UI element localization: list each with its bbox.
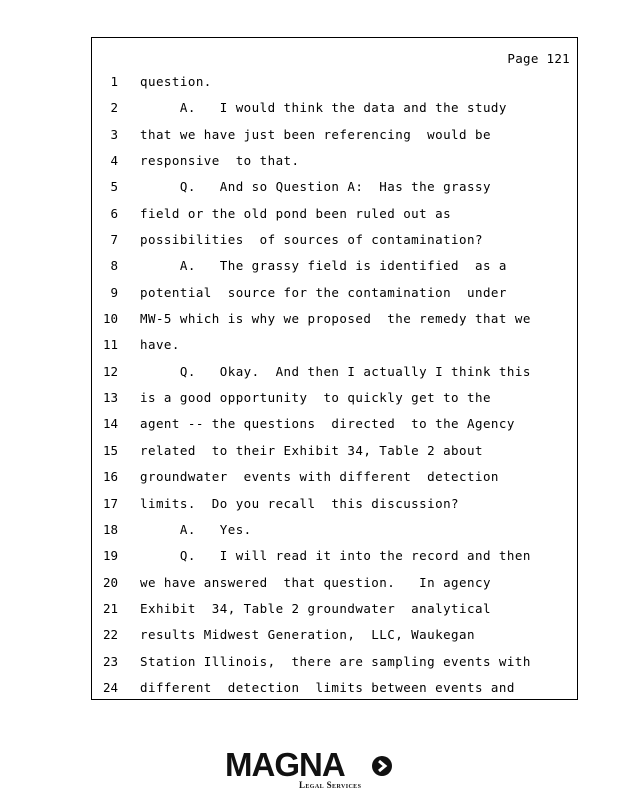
- line-text: Q. I will read it into the record and then: [140, 548, 531, 564]
- transcript-lines: [92, 72, 577, 704]
- line-text: limits. Do you recall this discussion?: [140, 495, 460, 511]
- transcript-line: [92, 599, 577, 625]
- logo-wordmark: MAGNA: [225, 746, 345, 783]
- transcript-line: [92, 388, 577, 414]
- line-text: we have answered that question. In agency: [140, 574, 491, 590]
- line-number: 3: [110, 126, 118, 142]
- line-number: 24: [102, 679, 118, 695]
- line-number: 22: [102, 627, 118, 643]
- line-number: 17: [102, 495, 118, 511]
- line-text: have.: [140, 337, 180, 353]
- transcript-line: [92, 230, 577, 256]
- line-number: 9: [110, 284, 118, 300]
- line-number: 15: [102, 442, 118, 458]
- line-text: MW-5 which is why we proposed the remedy that we: [140, 311, 531, 327]
- line-text: different detection limits between events and: [140, 679, 515, 695]
- page-number: Page 121: [507, 51, 570, 66]
- line-text: possibilities of sources of contamination?: [140, 232, 483, 248]
- line-number: 5: [110, 179, 118, 195]
- transcript-line: [92, 98, 577, 124]
- line-text: potential source for the contamination under: [140, 284, 507, 300]
- transcript-line: [92, 335, 577, 361]
- transcript-line: [92, 441, 577, 467]
- line-text: that we have just been referencing would be: [140, 126, 491, 142]
- line-number: 21: [102, 600, 118, 616]
- transcript-page: [91, 37, 578, 700]
- line-number: 11: [102, 337, 118, 353]
- line-text: related to their Exhibit 34, Table 2 about: [140, 442, 483, 458]
- line-text: results Midwest Generation, LLC, Waukegan: [140, 627, 475, 643]
- line-number: 19: [102, 548, 118, 564]
- transcript-line: [92, 494, 577, 520]
- transcript-line: [92, 151, 577, 177]
- line-number: 20: [102, 574, 118, 590]
- line-number: 18: [102, 521, 118, 537]
- line-number: 13: [102, 390, 118, 406]
- transcript-line: [92, 625, 577, 651]
- line-number: 23: [102, 653, 118, 669]
- arrow-circle-icon: [371, 755, 393, 777]
- line-text: field or the old pond been ruled out as: [140, 205, 452, 221]
- line-number: 12: [102, 363, 118, 379]
- transcript-line: [92, 177, 577, 203]
- transcript-line: [92, 546, 577, 572]
- line-number: 7: [110, 232, 118, 248]
- line-number: 8: [110, 258, 118, 274]
- line-text: agent -- the questions directed to the Agency: [140, 416, 515, 432]
- line-text: Q. And so Question A: Has the grassy: [140, 179, 491, 195]
- line-text: Exhibit 34, Table 2 groundwater analytical: [140, 600, 491, 616]
- magna-logo: [225, 747, 393, 793]
- transcript-line: [92, 204, 577, 230]
- transcript-line: [92, 678, 577, 704]
- line-text: A. Yes.: [140, 521, 252, 537]
- transcript-line: [92, 414, 577, 440]
- transcript-line: [92, 573, 577, 599]
- line-text: question.: [140, 74, 212, 89]
- line-number: 1: [110, 74, 118, 89]
- line-text: groundwater events with different detection: [140, 469, 499, 485]
- transcript-line: [92, 283, 577, 309]
- logo-subtitle: Legal Services: [299, 780, 362, 790]
- line-number: 2: [110, 100, 118, 116]
- transcript-line: [92, 362, 577, 388]
- line-text: A. I would think the data and the study: [140, 100, 507, 116]
- transcript-line: [92, 125, 577, 151]
- transcript-line: [92, 72, 577, 98]
- transcript-line: [92, 309, 577, 335]
- line-number: 16: [102, 469, 118, 485]
- line-text: responsive to that.: [140, 153, 300, 169]
- transcript-line: [92, 256, 577, 282]
- line-number: 6: [110, 205, 118, 221]
- line-text: is a good opportunity to quickly get to the: [140, 390, 491, 406]
- line-number: 10: [102, 311, 118, 327]
- transcript-line: [92, 652, 577, 678]
- line-number: 4: [110, 153, 118, 169]
- line-number: 14: [102, 416, 118, 432]
- transcript-line: [92, 520, 577, 546]
- transcript-line: [92, 467, 577, 493]
- line-text: Station Illinois, there are sampling events with: [140, 653, 531, 669]
- line-text: Q. Okay. And then I actually I think this: [140, 363, 531, 379]
- line-text: A. The grassy field is identified as a: [140, 258, 507, 274]
